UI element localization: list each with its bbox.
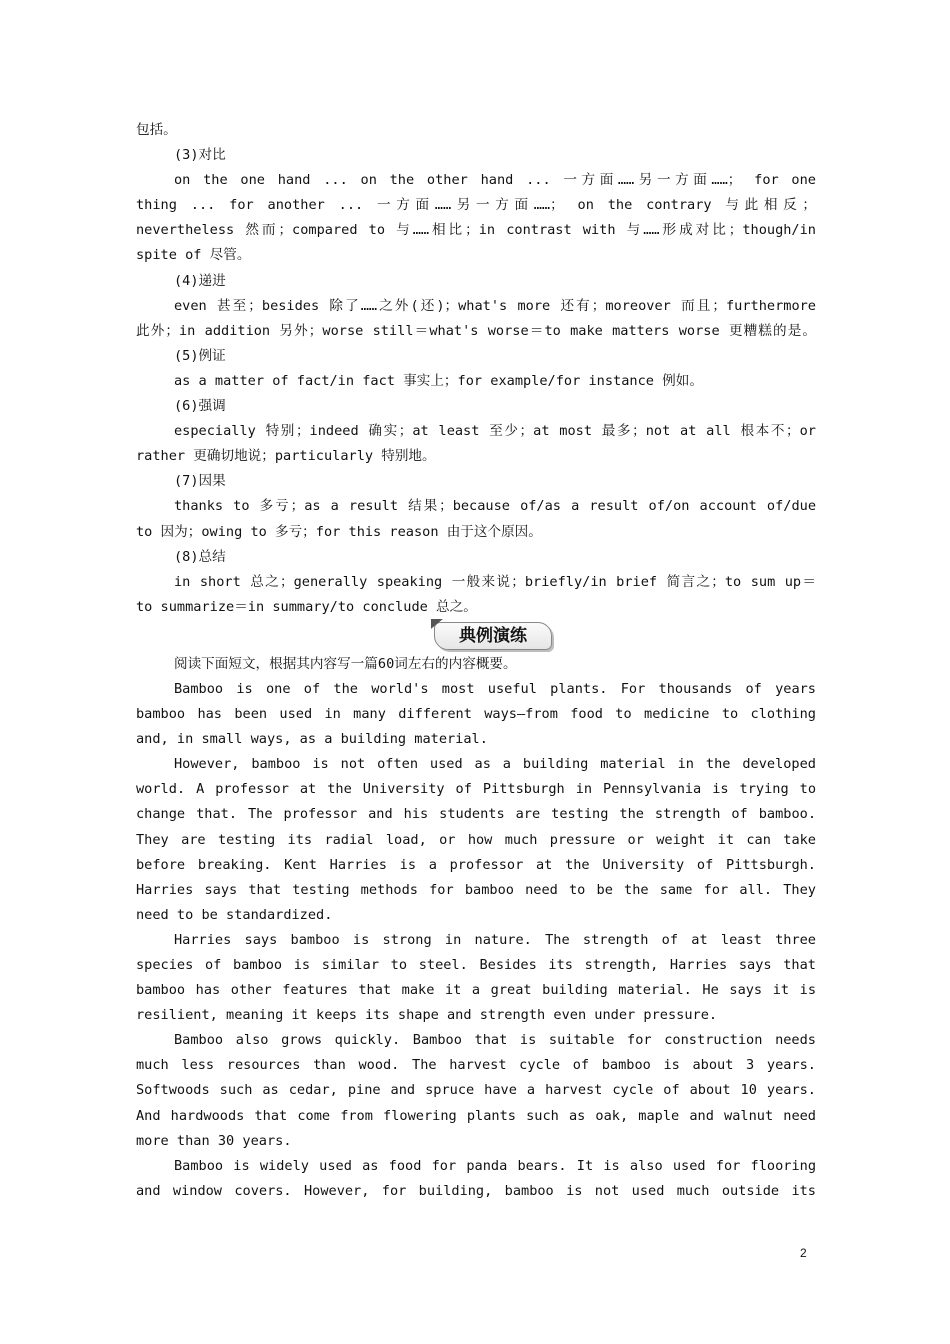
section-heading-summary: (8)总结: [174, 548, 226, 565]
text-line: They are testing its radial load, or how much pressure or weight it can take: [136, 831, 816, 848]
banner-corner-decoration: [431, 619, 443, 629]
text-line: 此外；in addition 另外；worse still＝what's worse＝to make matters worse 更糟糕的是。: [136, 322, 816, 339]
text-line: 包括。: [136, 122, 177, 138]
text-line: and window covers. However, for building, bamboo is not used much outside its: [136, 1182, 816, 1199]
text-line: Bamboo is widely used as food for panda bears. It is also used for flooring: [174, 1157, 816, 1174]
text-line: as a matter of fact/in fact 事实上；for example/for instance 例如。: [174, 372, 703, 389]
section-heading-contrast: (3)对比: [174, 147, 226, 164]
banner-title: 典例演练: [459, 625, 527, 646]
text-line: on the one hand ... on the other hand ... 一方面……另一方面……； for one: [174, 172, 816, 189]
page-number: 2: [800, 1246, 807, 1260]
section-banner-row: [136, 620, 816, 652]
text-line: Bamboo is one of the world's most useful plants. For thousands of years: [174, 680, 816, 697]
text-line: bamboo has other features that make it a great building material. He says it is: [136, 982, 816, 999]
text-line: Bamboo also grows quickly. Bamboo that is suitable for construction needs: [174, 1032, 816, 1049]
text-line: before breaking. Kent Harries is a professor at the University of Pittsburgh.: [136, 856, 816, 873]
section-heading-cause-effect: (7)因果: [174, 473, 226, 490]
text-line: And hardwoods that come from flowering plants such as oak, maple and walnut need: [136, 1107, 816, 1124]
text-line: species of bamboo is similar to steel. Besides its strength, Harries says that: [136, 957, 816, 973]
section-heading-progression: (4)递进: [174, 272, 226, 289]
text-line: resilient, meaning it keeps its shape and strength even under pressure.: [136, 1007, 718, 1024]
task-instruction: 阅读下面短文，根据其内容写一篇60词左右的内容概要。: [174, 655, 517, 672]
section-heading-examples: (5)例证: [174, 347, 226, 364]
text-line: thing ... for another ... 一方面……另一方面……； on the contrary 与此相反；: [136, 197, 816, 214]
text-line: in short 总之；generally speaking 一般来说；briefly/in brief 简言之；to sum up＝: [174, 573, 816, 590]
text-line: rather 更确切地说；particularly 特别地。: [136, 448, 436, 465]
text-line: bamboo has been used in many different ways—from food to medicine to clothing: [136, 706, 816, 723]
text-line: thanks to 多亏；as a result 结果；because of/as a result of/on account of/due: [174, 498, 816, 515]
text-line: Harries says that testing methods for bamboo need to be the same for all. They: [136, 881, 816, 898]
text-line: and, in small ways, as a building material.: [136, 731, 488, 748]
text-line: However, bamboo is not often used as a building material in the developed: [174, 756, 816, 773]
section-banner: [434, 622, 552, 650]
text-line: nevertheless 然而；compared to 与……相比；in contrast with 与……形成对比；though/in: [136, 222, 816, 239]
section-heading-emphasis: (6)强调: [174, 398, 226, 415]
text-line: more than 30 years.: [136, 1132, 292, 1149]
text-line: change that. The professor and his students are testing the strength of bamboo.: [136, 806, 816, 823]
text-line: need to be standardized.: [136, 906, 333, 923]
text-line: especially 特别；indeed 确实；at least 至少；at most 最多；not at all 根本不；or: [174, 423, 816, 440]
text-line: world. A professor at the University of Pittsburgh in Pennsylvania is trying to: [136, 781, 816, 798]
document-body: [136, 118, 816, 1204]
text-line: to summarize＝in summary/to conclude 总之。: [136, 598, 477, 615]
text-line: to 因为；owing to 多亏；for this reason 由于这个原因。: [136, 523, 542, 540]
text-line: Softwoods such as cedar, pine and spruce have a harvest cycle of about 10 years.: [136, 1082, 816, 1099]
text-line: spite of 尽管。: [136, 247, 251, 264]
text-line: much less resources than wood. The harvest cycle of bamboo is about 3 years.: [136, 1057, 816, 1074]
text-line: Harries says bamboo is strong in nature. The strength of at least three: [174, 931, 816, 948]
text-line: even 甚至；besides 除了……之外(还)；what's more 还有；moreover 而且；furthermore: [174, 297, 816, 314]
